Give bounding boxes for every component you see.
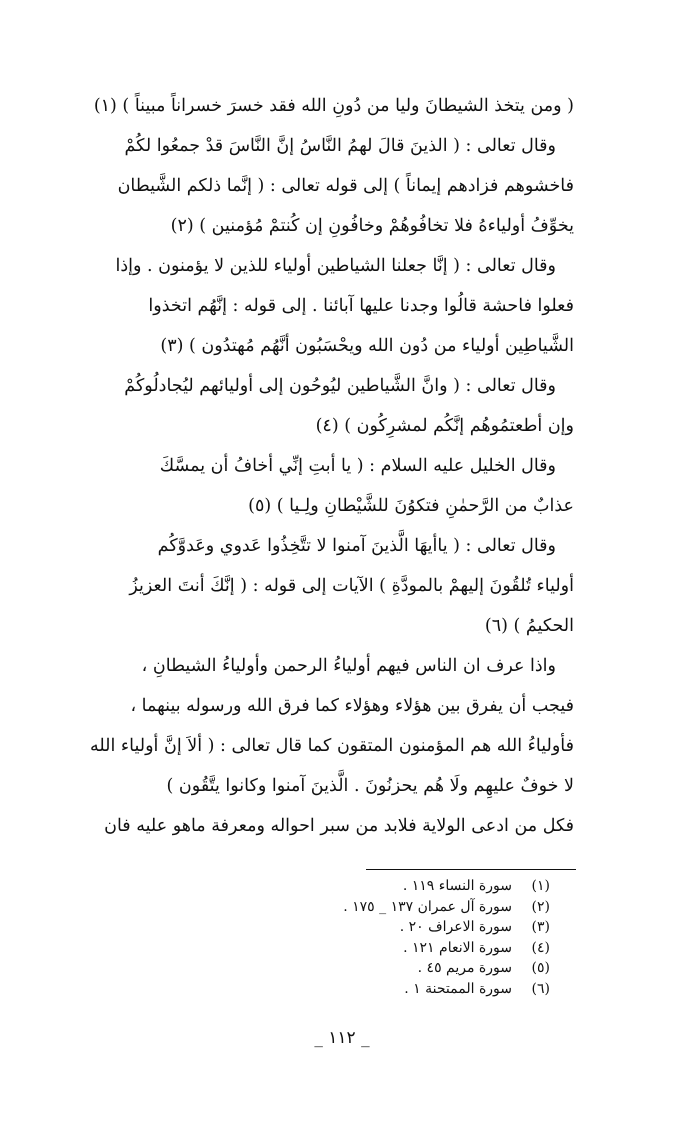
footnote-number: (٢): [531, 898, 550, 915]
text-line: فأولياءُ الله هم المؤمنون المتقون كما قال تعالى : ( ألاَ إنَّ أولياء الله: [89, 736, 574, 756]
footnote-text: سورة مريم ٤٥ .: [417, 960, 512, 976]
footnote-item: [260, 917, 550, 938]
footnote-text: سورة الانعام ١٢١ .: [403, 939, 512, 956]
text-line: لا خوفٌ عليهِم ولَا هُم يحزنُونَ . الَّذينَ آمنوا وكانوا يتَّقُون ): [166, 776, 574, 796]
footnote-text: سورة الممتحنة ١ .: [404, 980, 512, 997]
footnote-number: (٦): [531, 980, 550, 997]
footnote-text: سورة آل عمران ١٣٧ _ ١٧٥ .: [343, 898, 512, 915]
text-line: وقال تعالى : ( الذينَ قالَ لهمُ النَّاسُ إنَّ النَّاسَ قدْ جمعُوا لكُمْ: [124, 136, 556, 156]
text-line: يخوِّفُ أولياءهُ فلا تخافُوهُمْ وخافُونِ إن كُنتمْ مُؤمنين ) (٢): [170, 216, 574, 236]
text-line: فيجب أن يفرق بين هؤلاء وهؤلاء كما فرق الله ورسوله بينهما ،: [130, 696, 574, 716]
footnote-item: [260, 958, 550, 979]
footnote-item: [260, 938, 550, 959]
footnote-item: [260, 876, 550, 897]
footnotes: [260, 876, 550, 999]
footnote-divider: [366, 869, 576, 870]
footnote-number: (٤): [531, 939, 550, 956]
text-line: فاخشوهم فزادهم إيماناً ) إلى قوله تعالى : ( إنَّما ذلكم الشَّيطان: [117, 176, 574, 196]
text-line: وإن أطعتمُوهُم إنَّكُم لمشرِكُون ) (٤): [315, 416, 574, 436]
footnote-text: سورة النساء ١١٩ .: [402, 878, 512, 894]
footnote-number: (١): [531, 878, 550, 894]
text-line: عذابٌ من الرَّحمٰنِ فتكوُنَ للشَّيْطانِ ولِـيا ) (٥): [248, 496, 574, 516]
footnote-text: سورة الاعراف ٢٠ .: [399, 919, 512, 935]
text-line: واذا عرف ان الناس فيهم أولياءُ الرحمن وأولياءُ الشيطانِ ،: [141, 656, 556, 676]
text-line: ( ومن يتخذ الشيطانَ وليا من دُونِ الله فقد خسرَ خسراناً مبيناً ) (١): [93, 96, 574, 116]
body-text: [36, 86, 574, 846]
text-line: وقال تعالى : ( إنَّا جعلنا الشياطين أولياء للذين لا يؤمنون . وإذا: [115, 256, 556, 276]
text-line: وقال الخليل عليه السلام : ( يا أبتِ إنِّي أخافُ أن يمسَّكَ: [159, 456, 556, 476]
text-line: الحكيمُ ) (٦): [484, 616, 574, 636]
text-line: فكل من ادعى الولاية فلابد من سبر احواله ومعرفة ماهو عليه فان: [104, 816, 574, 836]
footnote-item: [260, 897, 550, 918]
text-line: وقال تعالى : ( ياأيهَا الَّذينَ آمنوا لا تتَّخِذُوا عَدوي وعَدوَّكُم: [157, 536, 556, 556]
footnote-number: (٣): [531, 919, 550, 935]
text-line: أولياء تُلقُونَ إليهمْ بالمودَّةِ ) الآيات إلى قوله : ( إنَّكَ أنتَ العزيزُ: [129, 576, 574, 596]
text-line: فعلوا فاحشة قالُوا وجدنا عليها آبائنا . إلى قوله : إنَّهُم اتخذوا: [148, 296, 574, 316]
footnote-item: [260, 979, 550, 1000]
footnote-number: (٥): [531, 960, 550, 976]
text-line: وقال تعالى : ( وانَّ الشَّياطين ليُوحُون إلى أوليائهم ليُجادلُوكُمْ: [124, 376, 556, 396]
page-number: _ ١١٢ _: [314, 1028, 370, 1048]
text-line: الشَّياطِين أولياء من دُون الله ويحْسَبُون أنَّهُم مُهتدُون ) (٣): [160, 336, 574, 356]
